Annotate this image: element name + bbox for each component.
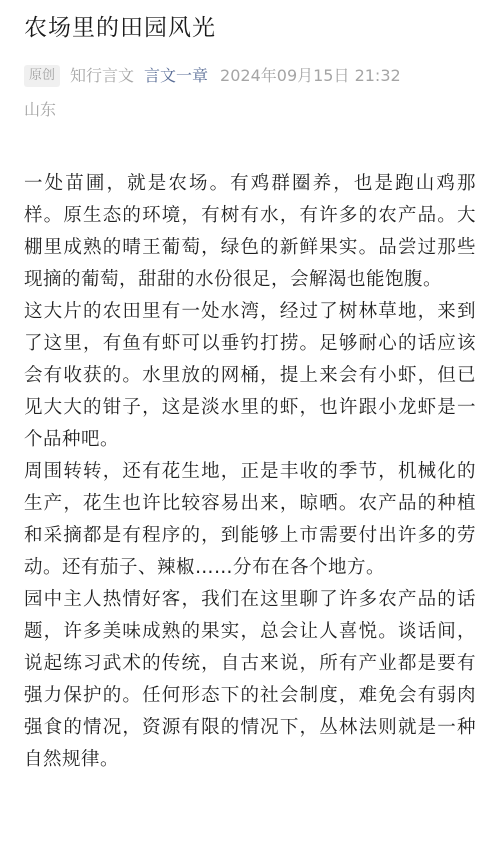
- account-link[interactable]: 言文一章: [144, 66, 209, 85]
- article-body: [24, 168, 476, 776]
- publish-location: 山东: [24, 100, 57, 119]
- paragraph: 园中主人热情好客，我们在这里聊了许多农产品的话题，许多美味成熟的果实，总会让人喜悦。谈话间，说起练习武术的传统，自古来说，所有产业都是要有强力保护的。任何形态下的社会制度，难免会有弱肉强食的情况，资源有限的情况下，丛林法则就是一种自然规律。: [24, 589, 476, 770]
- paragraph: 这大片的农田里有一处水湾，经过了树林草地，来到了这里，有鱼有虾可以垂钓打捞。足够耐心的话应该会有收获的。水里放的网桶，提上来会有小虾，但已见大大的钳子，这是淡水里的虾，也许跟小龙虾是一个品种吧。: [24, 301, 476, 450]
- paragraph: 一处苗圃，就是农场。有鸡群圈养，也是跑山鸡那样。原生态的环境，有树有水，有许多的农产品。大棚里成熟的晴王葡萄，绿色的新鲜果实。品尝过那些现摘的葡萄，甜甜的水份很足，会解渴也能饱腹。: [24, 173, 476, 290]
- original-badge: 原创: [24, 65, 60, 87]
- author-name: 知行言文: [70, 66, 135, 85]
- article-title: 农场里的田园风光: [24, 15, 216, 41]
- publish-date: 2024年09月15日 21:32: [220, 66, 401, 85]
- paragraph: 周围转转，还有花生地，正是丰收的季节，机械化的生产，花生也许比较容易出来，晾晒。农产品的种植和采摘都是有程序的，到能够上市需要付出许多的劳动。还有茄子、辣椒……分布在各个地方。: [24, 461, 476, 578]
- article-meta: [24, 64, 476, 88]
